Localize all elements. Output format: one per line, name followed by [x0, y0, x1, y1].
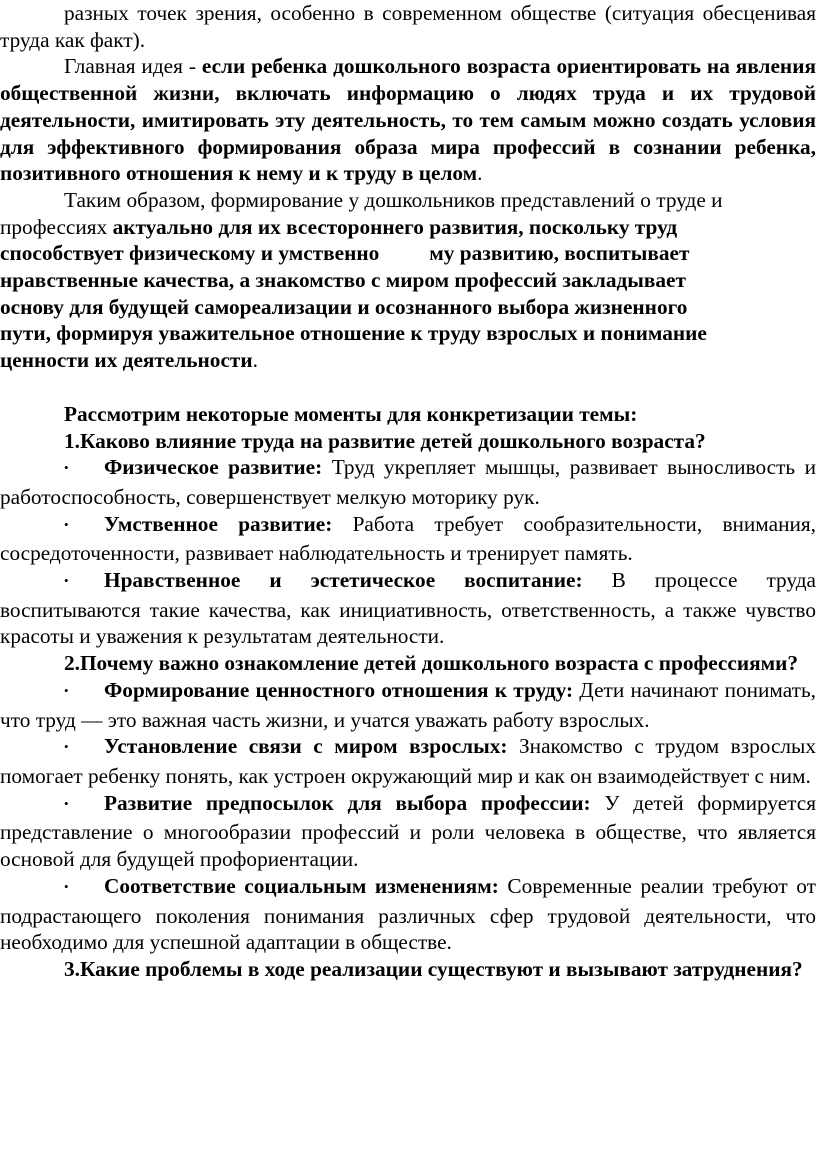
conclusion-line-1: [0, 187, 816, 214]
conclusion-line-7: [0, 347, 816, 374]
intro-heading-text: Рассмотрим некоторые моменты для конкретизации темы:: [64, 401, 638, 426]
bullet-text: Дети начинают понимать, что труд — это важная часть жизни, и учатся уважать работу взрослых.: [0, 677, 816, 732]
bullet-icon: [64, 511, 104, 541]
bullet-icon: [64, 567, 104, 597]
bullet-text: Знакомство с трудом взрослых помогает ребенку понять, как устроен окружающий мир и как он взаимодействует с ним.: [0, 734, 816, 788]
bullet-term: Соответствие социальным изменениям:: [104, 873, 499, 898]
bullet-icon: [64, 733, 104, 763]
blank-line: [0, 374, 816, 401]
conclusion-line-2-lead: профессиях: [0, 214, 113, 239]
paragraph-intro: [0, 0, 816, 53]
bullet-term: Формирование ценностного отношения к труду:: [104, 677, 574, 702]
question-3-heading-text: 3.Какие проблемы в ходе реализации существуют и вызывают затруднения?: [64, 956, 803, 981]
conclusion-line-7-tail: .: [252, 348, 258, 373]
bullet-icon: [64, 677, 104, 707]
conclusion-line-4-text: нравственные качества, а знакомство с миром профессий закладывает: [0, 268, 686, 293]
conclusion-line-5: [0, 294, 816, 321]
q1-bullet-item: [0, 454, 816, 510]
bullet-text: Труд укрепляет мышцы, развивает выносливость и работоспособность, совершенствует мелкую моторику рук.: [0, 455, 816, 509]
conclusion-line-4: [0, 267, 816, 294]
conclusion-line-1-text: Таким образом, формирование у дошкольников представлений о труде и: [64, 187, 723, 212]
question-1-heading: [0, 428, 816, 455]
q2-bullet-item: [0, 790, 816, 873]
conclusion-line-3-part-b: му развитию, воспитывает: [429, 241, 690, 266]
bullet-text: Современные реалии требуют от подрастающего поколения понимания различных сфер трудовой деятельности, что необходимо для успешной адаптации в обществе.: [0, 873, 816, 955]
conclusion-line-6: [0, 320, 816, 347]
q2-bullet-item: [0, 873, 816, 956]
bullet-text: Работа требует сообразительности, внимания, сосредоточенности, развивает наблюдательность и тренирует память.: [0, 511, 816, 566]
bullet-text: У детей формируется представление о многообразии профессий и роли человека в обществе, что является основой для будущей профориентации.: [0, 790, 816, 872]
bullet-term: Установление связи с миром взрослых:: [104, 734, 508, 759]
bullet-icon: [64, 790, 104, 820]
conclusion-line-6-text: пути, формируя уважительное отношение к труду взрослых и понимание: [0, 321, 707, 346]
bullet-text: В процессе труда воспитываются такие качества, как инициативность, ответственность, а также чувство красоты и уважения к результатам деятельности.: [0, 568, 816, 649]
conclusion-line-2: [0, 214, 816, 241]
conclusion-line-5-text: основу для будущей самореализации и осознанного выбора жизненного: [0, 294, 688, 319]
paragraph-conclusion: [0, 187, 816, 374]
paragraph-intro-text: разных точек зрения, особенно в современном обществе (ситуация обесценивая труда как факт).: [0, 1, 816, 52]
question-1-heading-text: 1.Каково влияние труда на развитие детей дошкольного возраста?: [64, 428, 706, 453]
conclusion-line-3-part-a: способствует физическому и умственно: [0, 241, 380, 266]
q1-bullet-item: [0, 511, 816, 567]
q2-bullet-item: [0, 733, 816, 789]
bullet-term: Нравственное и эстетическое воспитание:: [104, 568, 583, 593]
question-2-heading: [0, 650, 816, 677]
conclusion-line-2-bold: актуально для их всестороннего развития, поскольку труд: [112, 214, 678, 239]
conclusion-line-3: [0, 240, 816, 267]
paragraph-main-idea: [0, 53, 816, 187]
main-idea-lead: Главная идея -: [64, 54, 202, 79]
bullet-term: Физическое развитие:: [104, 455, 323, 480]
question-3-heading: [0, 956, 816, 983]
intro-heading: [0, 401, 816, 428]
main-idea-bold: если ребенка дошкольного возраста ориентировать на явления общественной жизни, включать информацию о людях труда и их трудовой деятельности, имитировать эту деятельность, то тем самым можно создать условия для эффективного формирования образа мира профессий в сознании ребенка, позитивного отношения к нему и к труду в целом: [0, 54, 816, 186]
question-2-heading-text: 2.Почему важно ознакомление детей дошкольного возраста с профессиями?: [64, 651, 799, 676]
q2-bullet-item: [0, 677, 816, 733]
conclusion-line-7-text: ценности их деятельности: [0, 348, 253, 373]
main-idea-tail: .: [477, 161, 483, 186]
bullet-term: Умственное развитие:: [104, 511, 333, 536]
q1-bullet-item: [0, 567, 816, 650]
bullet-icon: [64, 454, 104, 484]
bullet-icon: [64, 873, 104, 903]
bullet-term: Развитие предпосылок для выбора профессии:: [104, 790, 591, 815]
